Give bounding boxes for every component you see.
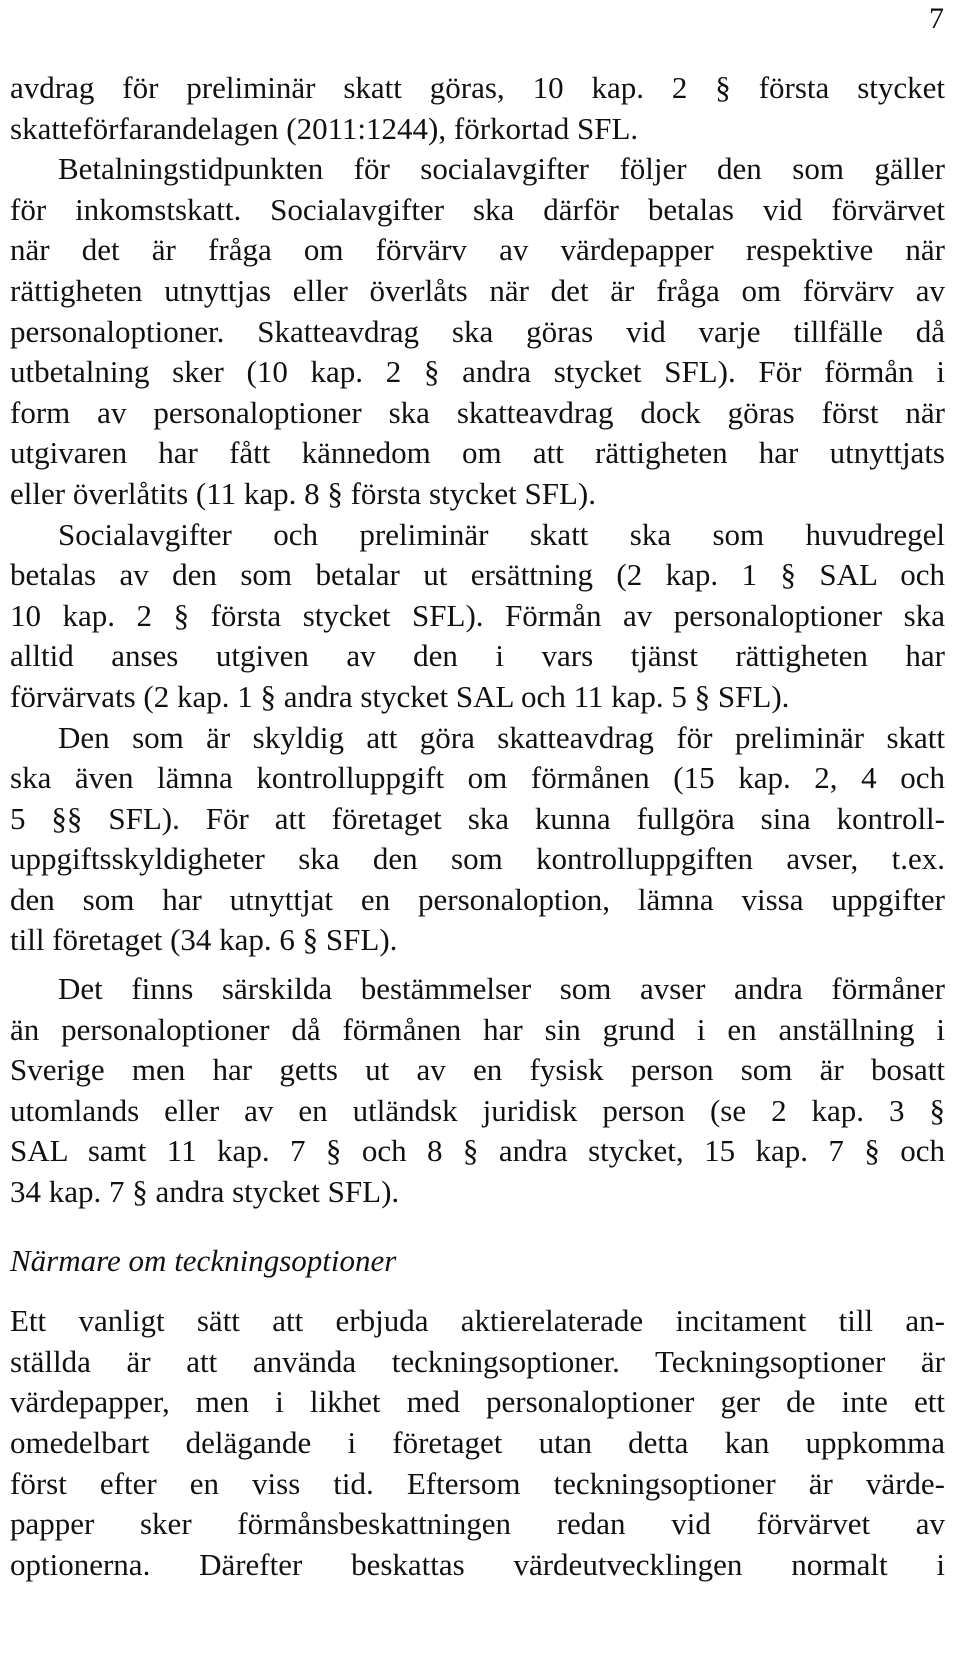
- text-line: ska även lämna kontrolluppgift om förmånen (15 kap. 2, 4 och: [10, 760, 945, 796]
- text-line: än personaloptioner då förmånen har sin grund i en anställning i: [10, 1011, 945, 1047]
- text-line: Socialavgifter och preliminär skatt ska som huvudregel: [58, 516, 945, 552]
- text-line: papper sker förmånsbeskattningen redan vid förvärvet av: [10, 1506, 945, 1542]
- text-line: Den som är skyldig att göra skatteavdrag för preliminär skatt: [58, 719, 945, 755]
- text-line: till företaget (34 kap. 6 § SFL).: [10, 922, 398, 958]
- text-line: skatteförfarandelagen (2011:1244), förkortad SFL.: [10, 110, 639, 146]
- text-line: för inkomstskatt. Socialavgifter ska därför betalas vid förvärvet: [10, 191, 945, 227]
- text-line: SAL samt 11 kap. 7 § och 8 § andra stycket, 15 kap. 7 § och: [10, 1133, 945, 1169]
- paragraph-group-2: [10, 969, 945, 1213]
- document-body: [10, 68, 945, 1585]
- text-line: den som har utnyttjat en personaloption, lämna vissa uppgifter: [10, 881, 945, 917]
- text-line: optionerna. Därefter beskattas värdeutvecklingen normalt i: [10, 1546, 945, 1582]
- text-line: omedelbart delägande i företaget utan detta kan uppkomma: [10, 1425, 945, 1460]
- page-number: 7: [929, 2, 944, 35]
- paragraph-group-1: [10, 68, 945, 961]
- text-line: förvärvats (2 kap. 1 § andra stycket SAL och 11 kap. 5 § SFL).: [10, 678, 790, 714]
- text-line: utbetalning sker (10 kap. 2 § andra stycket SFL). För förmån i: [10, 354, 945, 390]
- text-line: ställda är att använda teckningsoptioner. Teckningsoptioner är: [10, 1343, 945, 1379]
- text-line: Ett vanligt sätt att erbjuda aktierelaterade incitament till an-: [10, 1303, 945, 1339]
- text-line: alltid anses utgiven av den i vars tjänst rättigheten har: [10, 638, 945, 674]
- text-line: form av personaloptioner ska skatteavdrag dock göras först när: [10, 394, 945, 430]
- text-line: 5 §§ SFL). För att företaget ska kunna fullgöra sina kontroll-: [10, 800, 945, 836]
- text-line: 10 kap. 2 § första stycket SFL). Förmån av personaloptioner ska: [10, 597, 945, 633]
- text-line: Betalningstidpunkten för socialavgifter följer den som gäller: [58, 151, 945, 187]
- text-line: utomlands eller av en utländsk juridisk person (se 2 kap. 3 §: [10, 1092, 945, 1128]
- text-line: när det är fråga om förvärv av värdepapper respektive när: [10, 232, 945, 268]
- text-line: rättigheten utnyttjas eller överlåts när det är fråga om förvärv av: [10, 272, 945, 308]
- text-line: eller överlåtits (11 kap. 8 § första stycket SFL).: [10, 475, 596, 511]
- text-line: uppgiftsskyldigheter ska den som kontrolluppgiften avser, t.ex.: [10, 841, 945, 877]
- section-heading: Närmare om teckningsoptioner: [10, 1242, 397, 1278]
- text-line: värdepapper, men i likhet med personaloptioner ger de inte ett: [10, 1384, 945, 1420]
- text-line: betalas av den som betalar ut ersättning (2 kap. 1 § SAL och: [10, 557, 945, 593]
- text-line: personaloptioner. Skatteavdrag ska göras vid varje tillfälle då: [10, 313, 945, 349]
- paragraph-group-3: [10, 1301, 945, 1585]
- text-line: 34 kap. 7 § andra stycket SFL).: [10, 1174, 400, 1210]
- text-line: först efter en viss tid. Eftersom teckningsoptioner är värde-: [10, 1465, 945, 1501]
- text-line: Det finns särskilda bestämmelser som avser andra förmåner: [58, 971, 945, 1007]
- text-line: avdrag för preliminär skatt göras, 10 kap. 2 § första stycket: [10, 70, 945, 105]
- text-line: utgivaren har fått kännedom om att rättigheten har utnyttjats: [10, 435, 945, 471]
- text-line: Sverige men har getts ut av en fysisk person som är bosatt: [10, 1052, 945, 1088]
